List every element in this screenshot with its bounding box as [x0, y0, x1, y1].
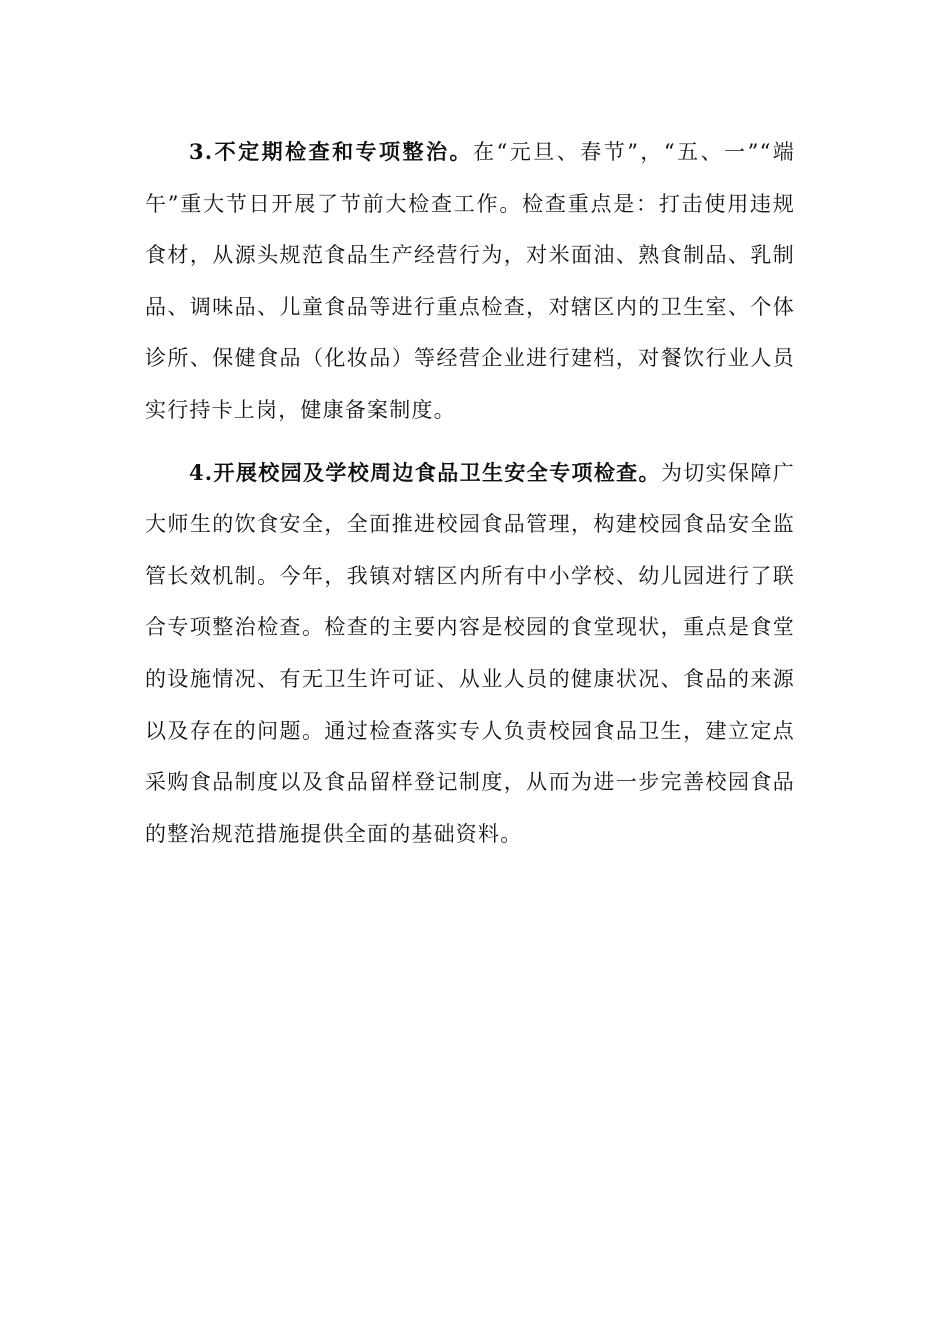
paragraph-4-text: 为切实保障广大师生的饮食安全，全面推进校园食品管理，构建校园食品安全监管长效机制。今年，我镇对辖区内所有中小学校、幼儿园进行了联合专项整治检查。检查的主要内容是校园的食堂现状，重点是食堂的设施情况、有无卫生许可证、从业人员的健康状况、食品的来源以及存在的问题。通过检查落实专人负责校园食品卫生，建立定点采购食品制度以及食品留样登记制度，从而为进一步完善校园食品的整治规范措施提供全面的基础资料。 [145, 460, 795, 846]
paragraph-3-heading: 3.不定期检查和专项整治。 [189, 139, 474, 164]
document-body [145, 126, 795, 860]
paragraph-4 [145, 447, 795, 861]
paragraph-4-heading: 4.开展校园及学校周边食品卫生安全专项检查。 [189, 459, 661, 485]
paragraph-3-text: 在“元旦、春节”，“五、一”“端午”重大节日开展了节前大检查工作。检查重点是：打击使用违规食材，从源头规范食品生产经营行为，对米面油、熟食制品、乳制品、调味品、儿童食品等进行重点检查，对辖区内的卫生室、个体诊所、保健食品（化妆品）等经营企业进行建档，对餐饮行业人员实行持卡上岗，健康备案制度。 [145, 140, 795, 422]
paragraph-3 [145, 126, 795, 437]
